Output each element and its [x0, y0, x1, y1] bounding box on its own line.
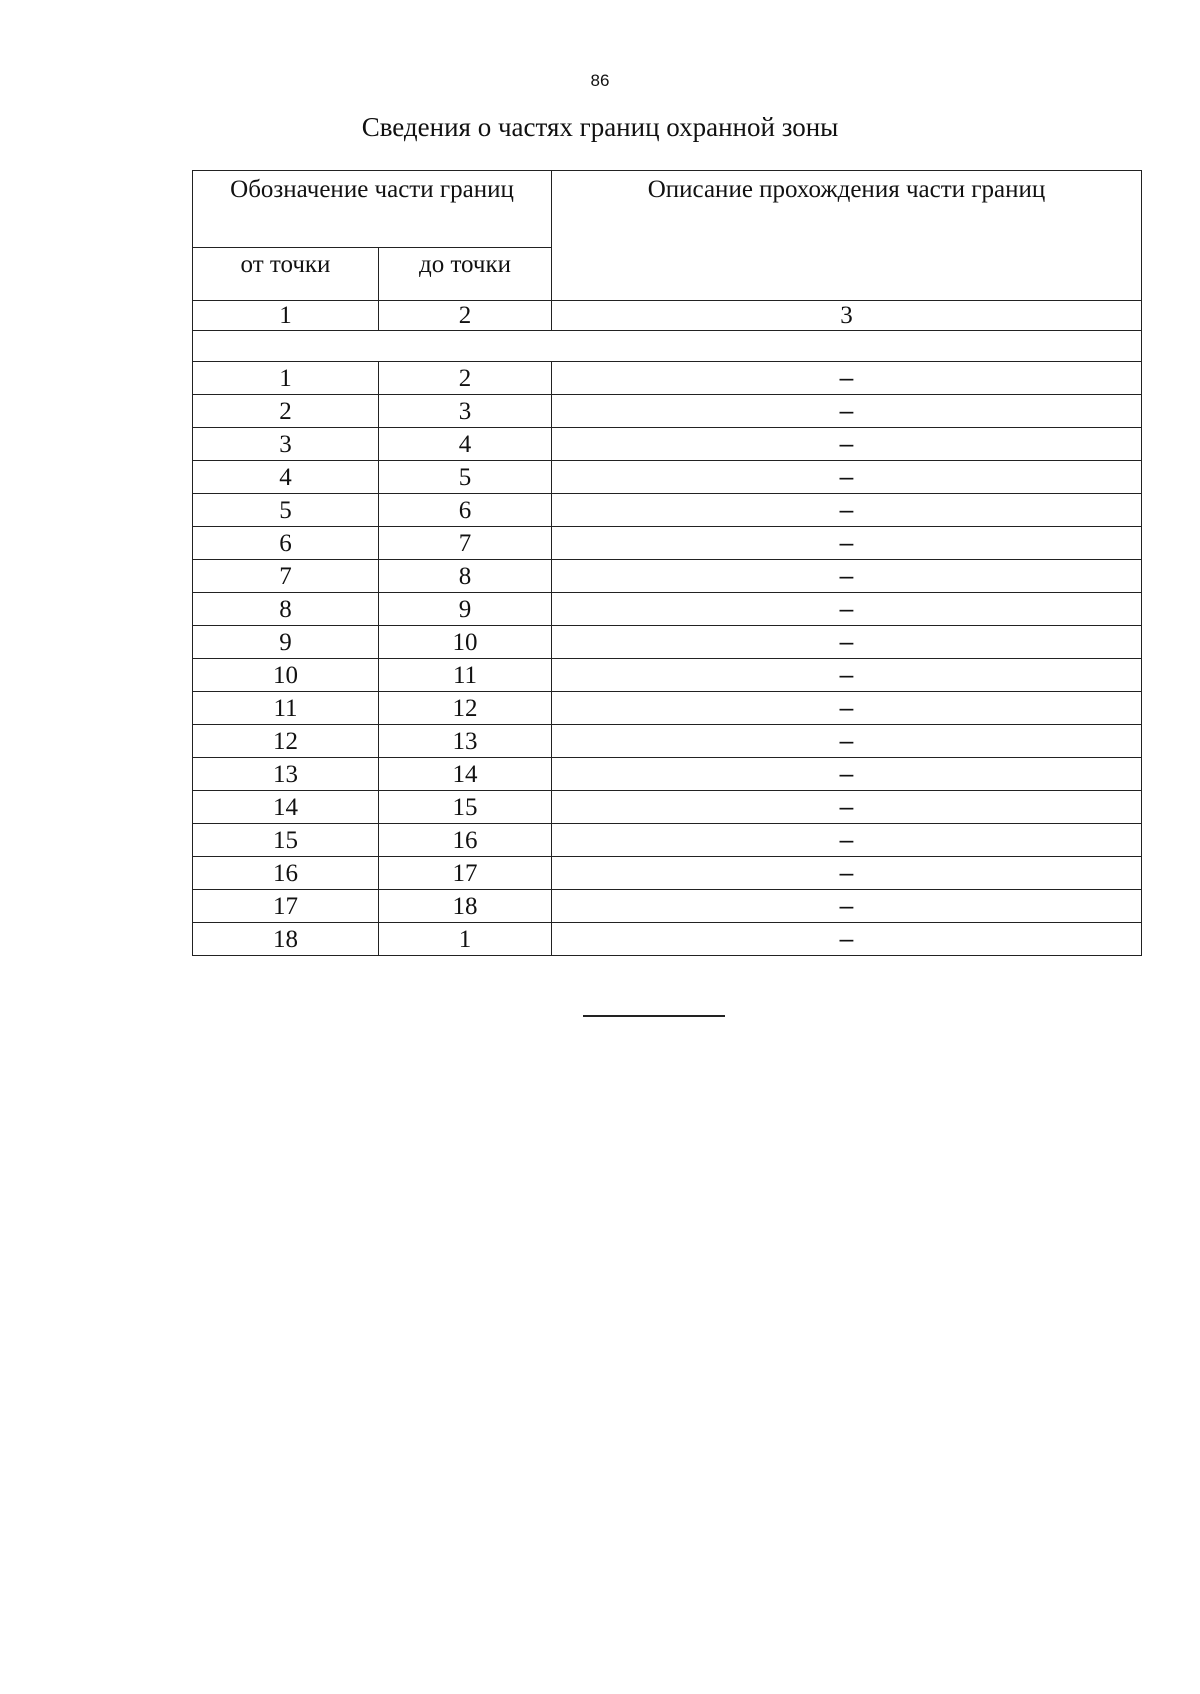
description-cell: – — [552, 560, 1142, 593]
table-row — [193, 362, 1142, 395]
column-number-cell: 1 — [193, 301, 379, 331]
to-point-cell: 11 — [379, 659, 552, 692]
description-cell: – — [552, 461, 1142, 494]
page-number: 86 — [590, 71, 610, 90]
description-cell: – — [552, 626, 1142, 659]
to-point-cell: 12 — [379, 692, 552, 725]
from-point-cell: 8 — [193, 593, 379, 626]
header-from-cell: от точки — [193, 248, 379, 301]
table-row — [193, 857, 1142, 890]
to-point-cell: 4 — [379, 428, 552, 461]
table-row — [193, 560, 1142, 593]
table-row — [193, 593, 1142, 626]
from-point-cell: 6 — [193, 527, 379, 560]
description-cell: – — [552, 395, 1142, 428]
description-cell: – — [552, 527, 1142, 560]
table-row — [193, 758, 1142, 791]
from-point-cell: 17 — [193, 890, 379, 923]
to-point-cell: 14 — [379, 758, 552, 791]
to-point-cell: 13 — [379, 725, 552, 758]
from-point-cell: 7 — [193, 560, 379, 593]
table-row — [193, 725, 1142, 758]
column-number-cell: 2 — [379, 301, 552, 331]
header-to-cell: до точки — [379, 248, 552, 301]
from-point-cell: 18 — [193, 923, 379, 956]
description-cell: – — [552, 791, 1142, 824]
description-cell: – — [552, 428, 1142, 461]
to-point-cell: 17 — [379, 857, 552, 890]
table-row — [193, 626, 1142, 659]
description-cell: – — [552, 593, 1142, 626]
to-point-cell: 6 — [379, 494, 552, 527]
to-point-cell: 2 — [379, 362, 552, 395]
from-point-cell: 5 — [193, 494, 379, 527]
end-rule — [583, 1015, 725, 1017]
separator-row — [193, 331, 1142, 362]
from-point-cell: 1 — [193, 362, 379, 395]
from-point-cell: 13 — [193, 758, 379, 791]
header-row — [193, 171, 1142, 248]
to-point-cell: 15 — [379, 791, 552, 824]
table-row — [193, 527, 1142, 560]
from-point-cell: 3 — [193, 428, 379, 461]
description-cell: – — [552, 692, 1142, 725]
description-cell: – — [552, 362, 1142, 395]
to-point-cell: 16 — [379, 824, 552, 857]
boundary-parts-table — [192, 170, 1142, 956]
table-row — [193, 890, 1142, 923]
from-point-cell: 11 — [193, 692, 379, 725]
table-row — [193, 461, 1142, 494]
column-number-row — [193, 301, 1142, 331]
header-description-cell: Описание прохождения части границ — [552, 171, 1142, 301]
to-point-cell: 8 — [379, 560, 552, 593]
to-point-cell: 3 — [379, 395, 552, 428]
description-cell: – — [552, 923, 1142, 956]
table-row — [193, 428, 1142, 461]
from-point-cell: 10 — [193, 659, 379, 692]
from-point-cell: 15 — [193, 824, 379, 857]
description-cell: – — [552, 824, 1142, 857]
table-row — [193, 395, 1142, 428]
table-row — [193, 791, 1142, 824]
description-cell: – — [552, 758, 1142, 791]
to-point-cell: 10 — [379, 626, 552, 659]
description-cell: – — [552, 494, 1142, 527]
description-cell: – — [552, 725, 1142, 758]
table-row — [193, 923, 1142, 956]
to-point-cell: 7 — [379, 527, 552, 560]
table-row — [193, 659, 1142, 692]
table-row — [193, 692, 1142, 725]
from-point-cell: 2 — [193, 395, 379, 428]
to-point-cell: 5 — [379, 461, 552, 494]
description-cell: – — [552, 857, 1142, 890]
page-title: Сведения о частях границ охранной зоны — [361, 112, 839, 142]
from-point-cell: 12 — [193, 725, 379, 758]
description-cell: – — [552, 659, 1142, 692]
to-point-cell: 1 — [379, 923, 552, 956]
from-point-cell: 9 — [193, 626, 379, 659]
to-point-cell: 18 — [379, 890, 552, 923]
to-point-cell: 9 — [379, 593, 552, 626]
separator-cell — [193, 331, 1142, 362]
column-number-cell: 3 — [552, 301, 1142, 331]
from-point-cell: 14 — [193, 791, 379, 824]
header-group-cell: Обозначение части границ — [193, 171, 552, 248]
from-point-cell: 16 — [193, 857, 379, 890]
description-cell: – — [552, 890, 1142, 923]
from-point-cell: 4 — [193, 461, 379, 494]
table-row — [193, 494, 1142, 527]
table-row — [193, 824, 1142, 857]
